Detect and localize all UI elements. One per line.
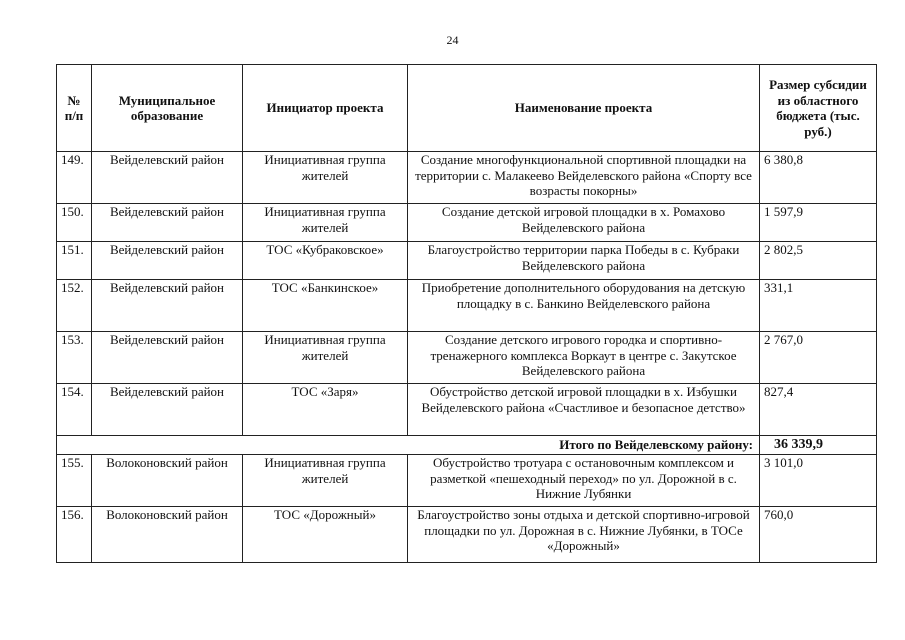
initiator-cell: ТОС «Кубраковское» [243,242,408,280]
municipality-cell: Волоконовский район [92,455,243,507]
header-subsidy: Размер субсидии из областного бюджета (тыс. руб.) [760,65,877,152]
project-name-cell: Создание детской игровой площадки в х. Ромахово Вейделевского района [408,204,760,242]
table-row [57,332,877,384]
row-number: 151. [57,242,92,280]
project-name-cell: Создание многофункциональной спортивной площадки на территории с. Малакеево Вейделевского района «Спорту все возрасты покорны» [408,152,760,204]
header-num: № п/п [57,65,92,152]
row-number: 152. [57,280,92,332]
table-row [57,384,877,436]
project-name-cell: Благоустройство территории парка Победы в с. Кубраки Вейделевского района [408,242,760,280]
municipality-cell: Волоконовский район [92,507,243,563]
row-number: 156. [57,507,92,563]
subsidy-amount-cell: 2 802,5 [760,242,877,280]
initiator-cell: Инициативная группа жителей [243,332,408,384]
row-number: 153. [57,332,92,384]
row-number: 155. [57,455,92,507]
initiator-cell: Инициативная группа жителей [243,204,408,242]
header-initiator: Инициатор проекта [243,65,408,152]
page-number: 24 [446,33,459,47]
initiator-cell: ТОС «Дорожный» [243,507,408,563]
subsidy-amount-cell: 3 101,0 [760,455,877,507]
total-row [57,436,877,455]
subsidy-amount-cell: 760,0 [760,507,877,563]
municipality-cell: Вейделевский район [92,384,243,436]
project-name-cell: Создание детского игрового городка и спортивно-тренажерного комплекса Воркаут в центре с. Закутское Вейделевского района [408,332,760,384]
row-number: 154. [57,384,92,436]
subsidy-table [56,64,877,563]
project-name-cell: Обустройство тротуара с остановочным комплексом и разметкой «пешеходный переход» по ул. Дорожной в с. Нижние Лубянки [408,455,760,507]
table-row [57,455,877,507]
subsidy-amount-cell: 2 767,0 [760,332,877,384]
project-name-cell: Приобретение дополнительного оборудования на детскую площадку в с. Банкино Вейделевского района [408,280,760,332]
table-row [57,242,877,280]
project-name-cell: Благоустройство зоны отдыха и детской спортивно-игровой площадки по ул. Дорожная в с. Нижние Лубянки, в ТОСе «Дорожный» [408,507,760,563]
initiator-cell: ТОС «Заря» [243,384,408,436]
municipality-cell: Вейделевский район [92,242,243,280]
project-name-cell: Обустройство детской игровой площадки в х. Избушки Вейделевского района «Счастливое и безопасное детство» [408,384,760,436]
municipality-cell: Вейделевский район [92,280,243,332]
municipality-cell: Вейделевский район [92,204,243,242]
table-row [57,280,877,332]
total-amount: 36 339,9 [760,436,877,455]
total-label: Итого по Вейделевскому району: [57,436,760,455]
table-row [57,204,877,242]
table-row [57,152,877,204]
subsidy-amount-cell: 1 597,9 [760,204,877,242]
row-number: 149. [57,152,92,204]
initiator-cell: ТОС «Банкинское» [243,280,408,332]
initiator-cell: Инициативная группа жителей [243,152,408,204]
header-project: Наименование проекта [408,65,760,152]
initiator-cell: Инициативная группа жителей [243,455,408,507]
municipality-cell: Вейделевский район [92,332,243,384]
subsidy-amount-cell: 827,4 [760,384,877,436]
subsidy-amount-cell: 6 380,8 [760,152,877,204]
table-header-row [57,65,877,152]
table-row [57,507,877,563]
subsidy-amount-cell: 331,1 [760,280,877,332]
row-number: 150. [57,204,92,242]
header-municipality: Муниципальное образование [92,65,243,152]
municipality-cell: Вейделевский район [92,152,243,204]
